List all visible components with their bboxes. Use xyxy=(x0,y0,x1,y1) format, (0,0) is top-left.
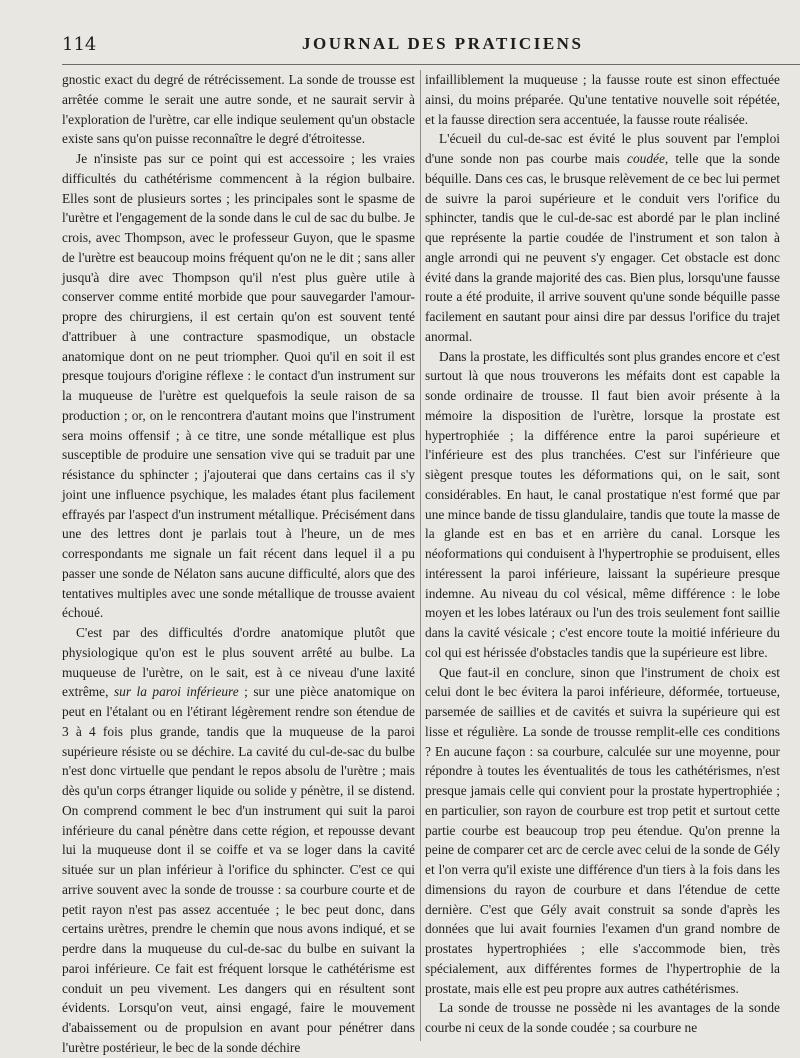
journal-title: JOURNAL DES PRATICIENS xyxy=(302,34,584,53)
right-paragraph-3: Dans la prostate, les difficultés sont plus grandes encore et c'est surtout là que nous trouverons les méfaits dont est capable la sonde ordinaire de trousse. Il faut bien avoir présente à la mémoire la disposition de l'urètre, lorsque la prostate est hypertrophiée ; la différence entre la paroi supérieure et l'inférieure est des plus tranchées. C'est sur l'inférieure que siègent presque toutes les déformations qui, on le sait, sont considérables. En haut, le canal prostatique n'est formé que par une mince bande de tissu glandulaire, tandis que toute la masse de la glande est en bas et en arrière du canal. Lorsque les néoformations qui conduisent à l'hypertrophie se produisent, elles intéressent la paroi inférieure, laissant la supérieure presque indemne. Au niveau du col vésical, même différence : le lobe moyen et les lobes latéraux ou l'un des trois seulement font saillie dans la cavité vésicale ; c'est encore toute la moitié inférieure du col qui est hérissée d'obstacles tandis que la supérieure est libre. xyxy=(425,348,780,660)
left-paragraph-1: gnostic exact du degré de rétrécissement. La sonde de trousse est arrêtée comme le serait une autre sonde, et ne saurait servir à l'exploration de l'urètre, car elle indique seulement qu'un obstacle existe sans qu'on puisse reconnaître le degré d'étroitesse. xyxy=(62,72,415,147)
right-column xyxy=(425,70,780,1041)
right-paragraph-2: L'écueil du cul-de-sac est évité le plus souvent par l'emploi d'une sonde non pas courbe mais coudée, telle que la sonde béquille. Dans ces cas, le brusque relèvement de ce bec lui permet de suivre la paroi supérieure et le conduit vers l'orifice du sphincter, tandis que le cul-de-sac est abordé par le plan incliné que représente la partie coudée de l'instrument et son talon à angle arrondi qui ne peuvent s'y engager. Cet obstacle est donc évité dans la grande majorité des cas. Bien plus, lorsqu'une fausse route a été produite, il arrive souvent qu'une sonde béquille passe facilement en sautant pour ainsi dire par dessus l'orifice du trajet anormal. xyxy=(425,131,780,344)
left-paragraph-2: Je n'insiste pas sur ce point qui est accessoire ; les vraies difficultés du cathétérisme commencent à la région bulbaire. Elles sont de plusieurs sortes ; les principales sont le spasme de l'urètre et l'engagement de la sonde dans le cul de sac du bulbe. Je crois, avec Thompson, avec le professeur Guyon, que le spasme de l'urètre est beaucoup moins fréquent qu'on ne le dit ; sans aller jusqu'à dire avec Thompson qu'il n'est plus guère utile à conserver comme entité morbide que pour sauvegarder l'amour-propre des chirurgiens, il est certain qu'on est souvent tenté d'attribuer à une contracture spasmodique, un obstacle anatomique dont on ne peut triompher. Quoi qu'il en soit il est presque toujours d'origine réflexe : le contact d'un instrument sur la muqueuse de l'urètre est quelquefois la seule raison de sa production ; or, on le rencontrera d'autant moins que l'instrument sera moins offensif ; à ce titre, une sonde métallique est plus susceptible de produire une sensation vive qui se traduit par une résistance du sphincter ; j'ajouterai que dans certains cas il s'y joint une influence psychique, les malades étant plus facilement effrayés par l'aspect d'un instrument métallique. Précisément dans une des lettres dont je parlais tout à l'heure, un de mes correspondants me signale un fait récent dans lequel il a pu passer une sonde de Nélaton sans aucune difficulté, alors que des tentatives multiples avec une sonde métallique de trousse avaient échoué. xyxy=(62,151,415,621)
right-paragraph-4: Que faut-il en conclure, sinon que l'instrument de choix est celui dont le bec évitera la paroi inférieure, déformée, tortueuse, parsemée de saillies et de cavités et suivra la supérieure qui est lisse et régulière. La sonde de trousse remplit-elle ces conditions ? En aucune façon : sa courbure, calculée sur une moyenne, pour répondre à toutes les éventualités de tous les cathétérismes, n'est presque jamais celle qui convient pour la prostate hypertrophiée ; en particulier, son rayon de courbure est trop petit et surtout cette partie courbe est beaucoup trop peu étendue. Qu'on prenne la peine de comparer cet arc de cercle avec celui de la sonde de Gély et l'on verra qu'il existe une différence d'un tiers à la fois dans les dimensions du rayon de courbure et dans l'étendue de cette dernière. C'est que Gély avait construit sa sonde d'après les données que lui avait fournies l'examen d'un grand nombre de prostates hypertrophiées ; elle s'accommode bien, très spécialement, aux différentes formes de l'hypertrophie de la prostate, mais elle est peu propre aux autres cathétérismes. xyxy=(425,664,781,996)
italic-emphasis: sur la paroi inférieure xyxy=(113,684,239,700)
page-header xyxy=(62,30,800,65)
italic-emphasis: coudée xyxy=(627,151,665,166)
right-paragraph-1: infailliblement la muqueuse ; la fausse route est sinon effectuée ainsi, du moins préparée. Qu'une tentative nouvelle soit répétée, et la fausse direction sera accentuée, la fausse route réalisée. xyxy=(425,72,780,127)
right-paragraph-5: La sonde de trousse ne possède ni les avantages de la sonde courbe ni ceux de la sonde coudée ; sa courbure ne xyxy=(425,1000,780,1035)
left-column xyxy=(62,70,415,1055)
page-number: 114 xyxy=(62,34,97,55)
left-paragraph-3: C'est par des difficultés d'ordre anatomique plutôt que physiologique qu'on est le plus souvent arrêté au bulbe. La muqueuse de l'urètre, on le sait, est à ce niveau d'une laxité extrême, sur la paroi inférieure ; sur une pièce anatomique on peut en l'étalant ou en l'étirant légèrement rendre son étendue de 3 à 4 fois plus grande, tandis que la muqueuse de la paroi supérieure résiste ou se déchire. La cavité du cul-de-sac du bulbe n'est donc virtuelle que pendant le repos absolu de l'urètre ; mais dès qu'un corps étranger liquide ou solide y pénètre, il se distend. On comprend comment le bec d'un instrument qui suit la paroi inférieure du canal pénètre dans cette région, et repousse devant lui la muqueuse dont il se coiffe et va se loger dans la cavité située sur un plan inférieur à l'orifice du sphincter. C'est ce qui arrive souvent avec la sonde de trousse : sa courbure courte et de petit rayon n'est pas assez accentuée ; le bec peut donc, dans certains urètres, prendre le chemin que nous avons indiqué, et se perdre dans la muqueuse du cul-de-sac du bulbe en suivant la paroi inférieure. Ce fait est fréquent lorsque le cathétérisme est conduit un peu vivement. Les dangers qui en résultent sont évidents. Lorsqu'on veut, ainsi engagé, faire le mouvement d'abaissement ou de propulsion en avant pour pénétrer dans l'urètre postérieur, le bec de la sonde déchire xyxy=(62,625,415,1055)
column-divider xyxy=(420,70,421,1041)
